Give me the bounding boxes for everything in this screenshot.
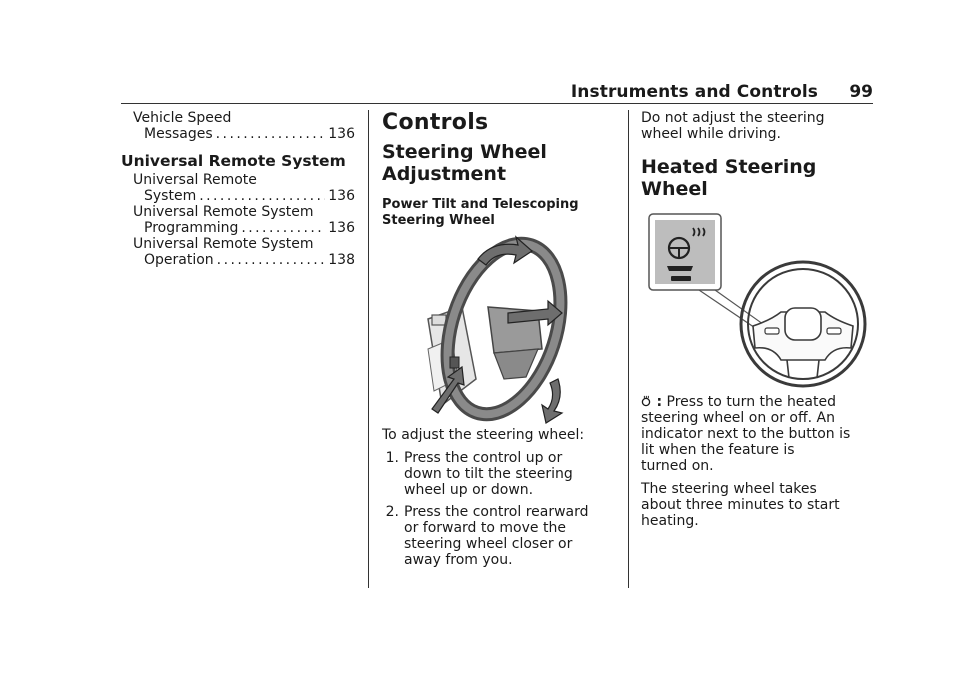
step-line: down to tilt the steering [404,466,573,482]
toc-entry[interactable] [121,204,355,236]
step-text [399,504,589,568]
list-item [382,504,618,568]
column-divider-1 [368,110,369,588]
toc-entry[interactable] [121,110,355,142]
adjust-warning [641,110,873,142]
header-rule [121,103,873,104]
step-line: wheel up or down. [404,482,534,498]
subheading-line2: Steering Wheel [382,213,495,228]
controls-column [382,110,618,574]
page-number: 99 [849,82,873,102]
section-title: Controls [382,110,489,135]
toc-entry-line1: Universal Remote System [133,236,314,252]
desc-line: turned on. [641,458,714,474]
warning-line: Do not adjust the steering [641,110,825,126]
steering-adjust-heading [382,141,618,185]
step-number: 2. [385,504,399,520]
subheading-line1: Power Tilt and Telescoping [382,197,579,212]
leader-dots [241,220,325,236]
leader-dots [199,188,325,204]
column-divider-2 [628,110,629,588]
steering-wheel-adjust-figure [382,229,618,427]
heated-steering-wheel-icon [641,395,652,407]
step-line: away from you. [404,552,513,568]
toc-section-heading[interactable]: Universal Remote System [121,152,346,170]
step-number: 1. [385,450,399,466]
toc-entry-line2: System [144,188,197,204]
toc-page-ref: 136 [328,188,355,204]
heading-line1: Heated Steering [641,156,817,178]
leader-dots [217,252,326,268]
heated-steering-description [641,394,873,474]
toc-entry[interactable] [121,236,355,268]
toc-entry[interactable] [121,172,355,204]
desc-line: lit when the feature is [641,442,795,458]
warning-line: wheel while driving. [641,126,781,142]
step-line: steering wheel closer or [404,536,573,552]
heating-time-paragraph [641,481,873,529]
para-line: about three minutes to start [641,497,840,513]
para-line: heating. [641,513,699,529]
adjust-steps-list [382,450,618,568]
heading-line2: Adjustment [382,163,507,185]
toc-page-ref: 136 [328,220,355,236]
desc-separator: : [656,394,663,410]
heated-steering-heading [641,156,873,200]
heated-steering-column [641,110,873,536]
adjust-intro: To adjust the steering wheel: [382,427,585,443]
power-tilt-subheading [382,197,618,229]
header-title: Instruments and Controls [570,82,818,102]
step-line: Press the control up or [404,450,563,466]
desc-line: Press to turn the heated [666,394,836,410]
step-text [399,450,573,498]
toc-entry-line2: Messages [144,126,213,142]
toc-entry-line2: Operation [144,252,214,268]
step-line: or forward to move the [404,520,566,536]
toc-page-ref: 136 [328,126,355,142]
leader-dots [216,126,326,142]
step-line: Press the control rearward [404,504,589,520]
heated-steering-figure [641,208,873,394]
toc-entry-line2: Programming [144,220,239,236]
desc-line: indicator next to the button is [641,426,851,442]
toc-entry-line1: Universal Remote System [133,204,314,220]
desc-line: steering wheel on or off. An [641,410,835,426]
list-item [382,450,618,498]
toc-column [121,110,355,268]
toc-page-ref: 138 [328,252,355,268]
toc-entry-line1: Vehicle Speed [133,110,232,126]
para-line: The steering wheel takes [641,481,817,497]
toc-entry-line1: Universal Remote [133,172,257,188]
heading-line2: Wheel [641,178,708,200]
heading-line1: Steering Wheel [382,141,547,163]
